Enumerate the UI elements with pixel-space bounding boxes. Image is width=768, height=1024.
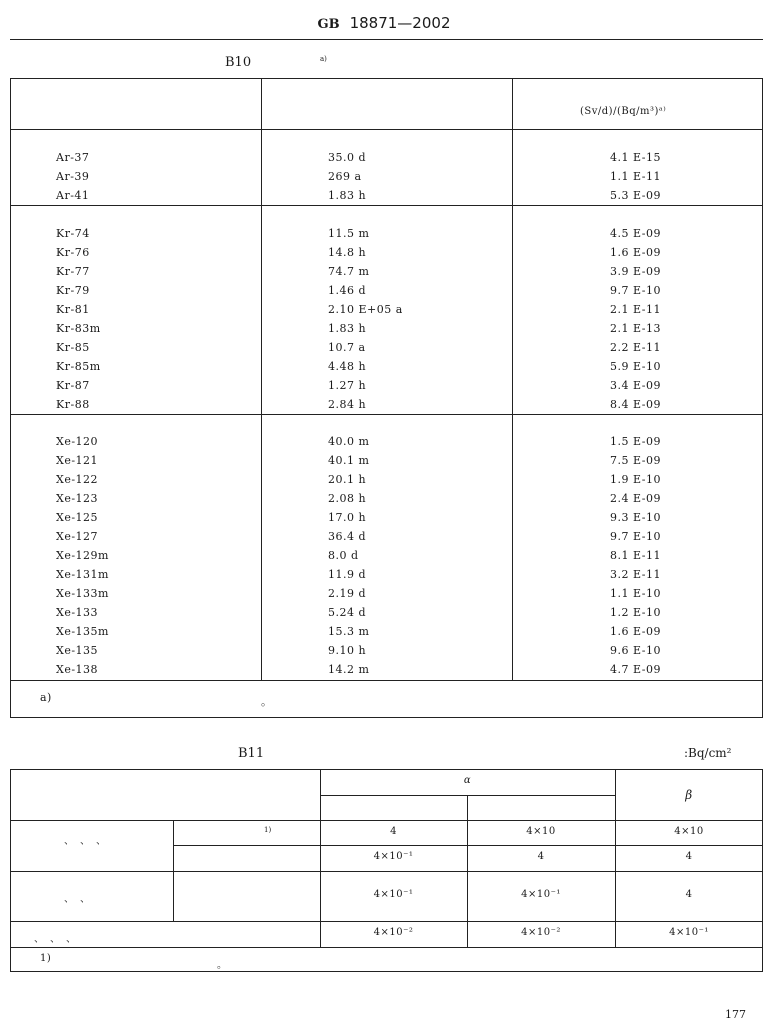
table-b10-col-divider-2 <box>512 78 513 680</box>
row1-sub-note: 1) <box>264 826 272 834</box>
nuclide-name: Xe-125 <box>56 511 99 524</box>
half-life: 1.46 d <box>328 284 367 297</box>
nuclide-name: Xe-129m <box>56 549 109 562</box>
table-b10-col-divider-1 <box>261 78 262 680</box>
table-b11-row3-rule <box>10 921 763 922</box>
nuclide-name: Xe-133m <box>56 587 109 600</box>
dose-coefficient: 3.9 E-09 <box>610 265 661 278</box>
dose-coefficient: 1.2 E-10 <box>610 606 661 619</box>
half-life: 2.19 d <box>328 587 367 600</box>
nuclide-name: Xe-135m <box>56 625 109 638</box>
half-life: 74.7 m <box>328 265 370 278</box>
dose-coefficient: 9.6 E-10 <box>610 644 661 657</box>
dose-coefficient: 1.9 E-10 <box>610 473 661 486</box>
dose-coefficient: 5.3 E-09 <box>610 189 661 202</box>
half-life: 2.08 h <box>328 492 367 505</box>
half-life: 17.0 h <box>328 511 367 524</box>
nuclide-name: Kr-79 <box>56 284 90 297</box>
row4-label-marks: 、 、 、 <box>34 934 77 945</box>
half-life: 14.8 h <box>328 246 367 259</box>
half-life: 2.84 h <box>328 398 367 411</box>
dose-coefficient: 3.4 E-09 <box>610 379 661 392</box>
dose-coefficient: 8.1 E-11 <box>610 549 661 562</box>
dose-coefficient: 4.1 E-15 <box>610 151 661 164</box>
table-b11-header-rule <box>10 820 763 821</box>
nuclide-name: Xe-122 <box>56 473 99 486</box>
table-b11-row1-rule <box>173 845 763 846</box>
row3-value-3: 4 <box>685 889 693 900</box>
row2-value-2: 4 <box>537 851 545 862</box>
nuclide-name: Kr-83m <box>56 322 101 335</box>
row1-value-2: 4×10 <box>526 826 556 837</box>
row1-label-marks: 、 、 、 <box>64 836 107 847</box>
dose-coefficient: 1.6 E-09 <box>610 625 661 638</box>
nuclide-name: Ar-39 <box>56 170 90 183</box>
row3-value-2: 4×10⁻¹ <box>521 889 561 900</box>
table-b11-footnote-label: 1) <box>40 953 52 964</box>
dose-coefficient: 8.4 E-09 <box>610 398 661 411</box>
dose-coefficient: 9.7 E-10 <box>610 530 661 543</box>
nuclide-name: Xe-135 <box>56 644 99 657</box>
half-life: 20.1 h <box>328 473 367 486</box>
dose-coefficient: 7.5 E-09 <box>610 454 661 467</box>
dose-coefficient: 1.5 E-09 <box>610 435 661 448</box>
half-life: 11.5 m <box>328 227 370 240</box>
nuclide-name: Xe-120 <box>56 435 99 448</box>
row4-value-3: 4×10⁻¹ <box>669 927 709 938</box>
table-b11-caption: B11 <box>238 746 265 761</box>
half-life: 8.0 d <box>328 549 359 562</box>
half-life: 36.4 d <box>328 530 367 543</box>
nuclide-name: Xe-133 <box>56 606 99 619</box>
table-b10-group-rule-1 <box>10 205 763 206</box>
half-life: 10.7 a <box>328 341 366 354</box>
nuclide-name: Kr-85m <box>56 360 101 373</box>
table-b11-row2-rule <box>10 871 763 872</box>
half-life: 11.9 d <box>328 568 367 581</box>
nuclide-name: Xe-127 <box>56 530 99 543</box>
table-b10-group-rule-2 <box>10 414 763 415</box>
half-life: 1.27 h <box>328 379 367 392</box>
table-b10-header-rule <box>10 129 763 130</box>
table-b10-footnote-end: 。 <box>261 695 273 708</box>
table-b10-caption-note: a) <box>320 55 327 63</box>
table-b11-unit: :Bq/cm² <box>684 746 732 760</box>
page-number: 177 <box>725 1008 746 1021</box>
dose-coefficient: 9.7 E-10 <box>610 284 661 297</box>
dose-coefficient: 1.6 E-09 <box>610 246 661 259</box>
nuclide-name: Xe-121 <box>56 454 99 467</box>
row2-value-1: 4×10⁻¹ <box>373 851 414 862</box>
dose-coefficient: 4.5 E-09 <box>610 227 661 240</box>
dose-coefficient: 2.1 E-11 <box>610 303 661 316</box>
row4-value-1: 4×10⁻² <box>373 927 414 938</box>
row1-value-3: 4×10 <box>674 826 704 837</box>
half-life: 14.2 m <box>328 663 370 676</box>
nuclide-name: Kr-87 <box>56 379 90 392</box>
nuclide-name: Ar-37 <box>56 151 90 164</box>
standard-prefix: GB <box>317 17 340 32</box>
table-b10-footer-rule <box>10 680 763 681</box>
half-life: 35.0 d <box>328 151 367 164</box>
nuclide-name: Xe-123 <box>56 492 99 505</box>
nuclide-name: Kr-81 <box>56 303 90 316</box>
nuclide-name: Kr-85 <box>56 341 90 354</box>
half-life: 4.48 h <box>328 360 367 373</box>
beta-symbol: β <box>685 788 693 802</box>
half-life: 15.3 m <box>328 625 370 638</box>
table-b11-alpha-rule <box>320 795 615 796</box>
dose-coefficient: 1.1 E-11 <box>610 170 661 183</box>
row3-label-marks: 、 、 <box>64 894 91 905</box>
half-life: 1.83 h <box>328 322 367 335</box>
half-life: 9.10 h <box>328 644 367 657</box>
nuclide-name: Ar-41 <box>56 189 90 202</box>
standard-number: 18871—2002 <box>349 14 451 32</box>
half-life: 40.0 m <box>328 435 370 448</box>
table-b11-footnote-end: 。 <box>217 960 228 971</box>
nuclide-name: Kr-76 <box>56 246 90 259</box>
row3-value-1: 4×10⁻¹ <box>373 889 414 900</box>
nuclide-name: Kr-77 <box>56 265 90 278</box>
nuclide-name: Kr-88 <box>56 398 90 411</box>
dose-coefficient: 3.2 E-11 <box>610 568 661 581</box>
nuclide-name: Kr-74 <box>56 227 90 240</box>
dose-coefficient: 9.3 E-10 <box>610 511 661 524</box>
row2-value-3: 4 <box>685 851 693 862</box>
half-life: 269 a <box>328 170 362 183</box>
half-life: 1.83 h <box>328 189 367 202</box>
header-rule <box>10 39 763 40</box>
dose-coefficient: 5.9 E-10 <box>610 360 661 373</box>
document-header <box>0 14 768 32</box>
half-life: 5.24 d <box>328 606 367 619</box>
table-b10-col3-unit: (Sv/d)/(Bq/m³)ᵃ⁾ <box>580 106 667 117</box>
dose-coefficient: 2.2 E-11 <box>610 341 661 354</box>
table-b10-caption: B10 <box>225 55 252 70</box>
table-b11-row4-rule <box>10 947 763 948</box>
row1-value-1: 4 <box>390 826 397 837</box>
table-b10-footnote-label: a) <box>40 691 52 704</box>
dose-coefficient: 1.1 E-10 <box>610 587 661 600</box>
dose-coefficient: 4.7 E-09 <box>610 663 661 676</box>
alpha-symbol: α <box>463 775 472 786</box>
dose-coefficient: 2.1 E-13 <box>610 322 661 335</box>
half-life: 2.10 E+05 a <box>328 303 403 316</box>
half-life: 40.1 m <box>328 454 370 467</box>
dose-coefficient: 2.4 E-09 <box>610 492 661 505</box>
row4-value-2: 4×10⁻² <box>521 927 561 938</box>
nuclide-name: Xe-138 <box>56 663 99 676</box>
nuclide-name: Xe-131m <box>56 568 109 581</box>
